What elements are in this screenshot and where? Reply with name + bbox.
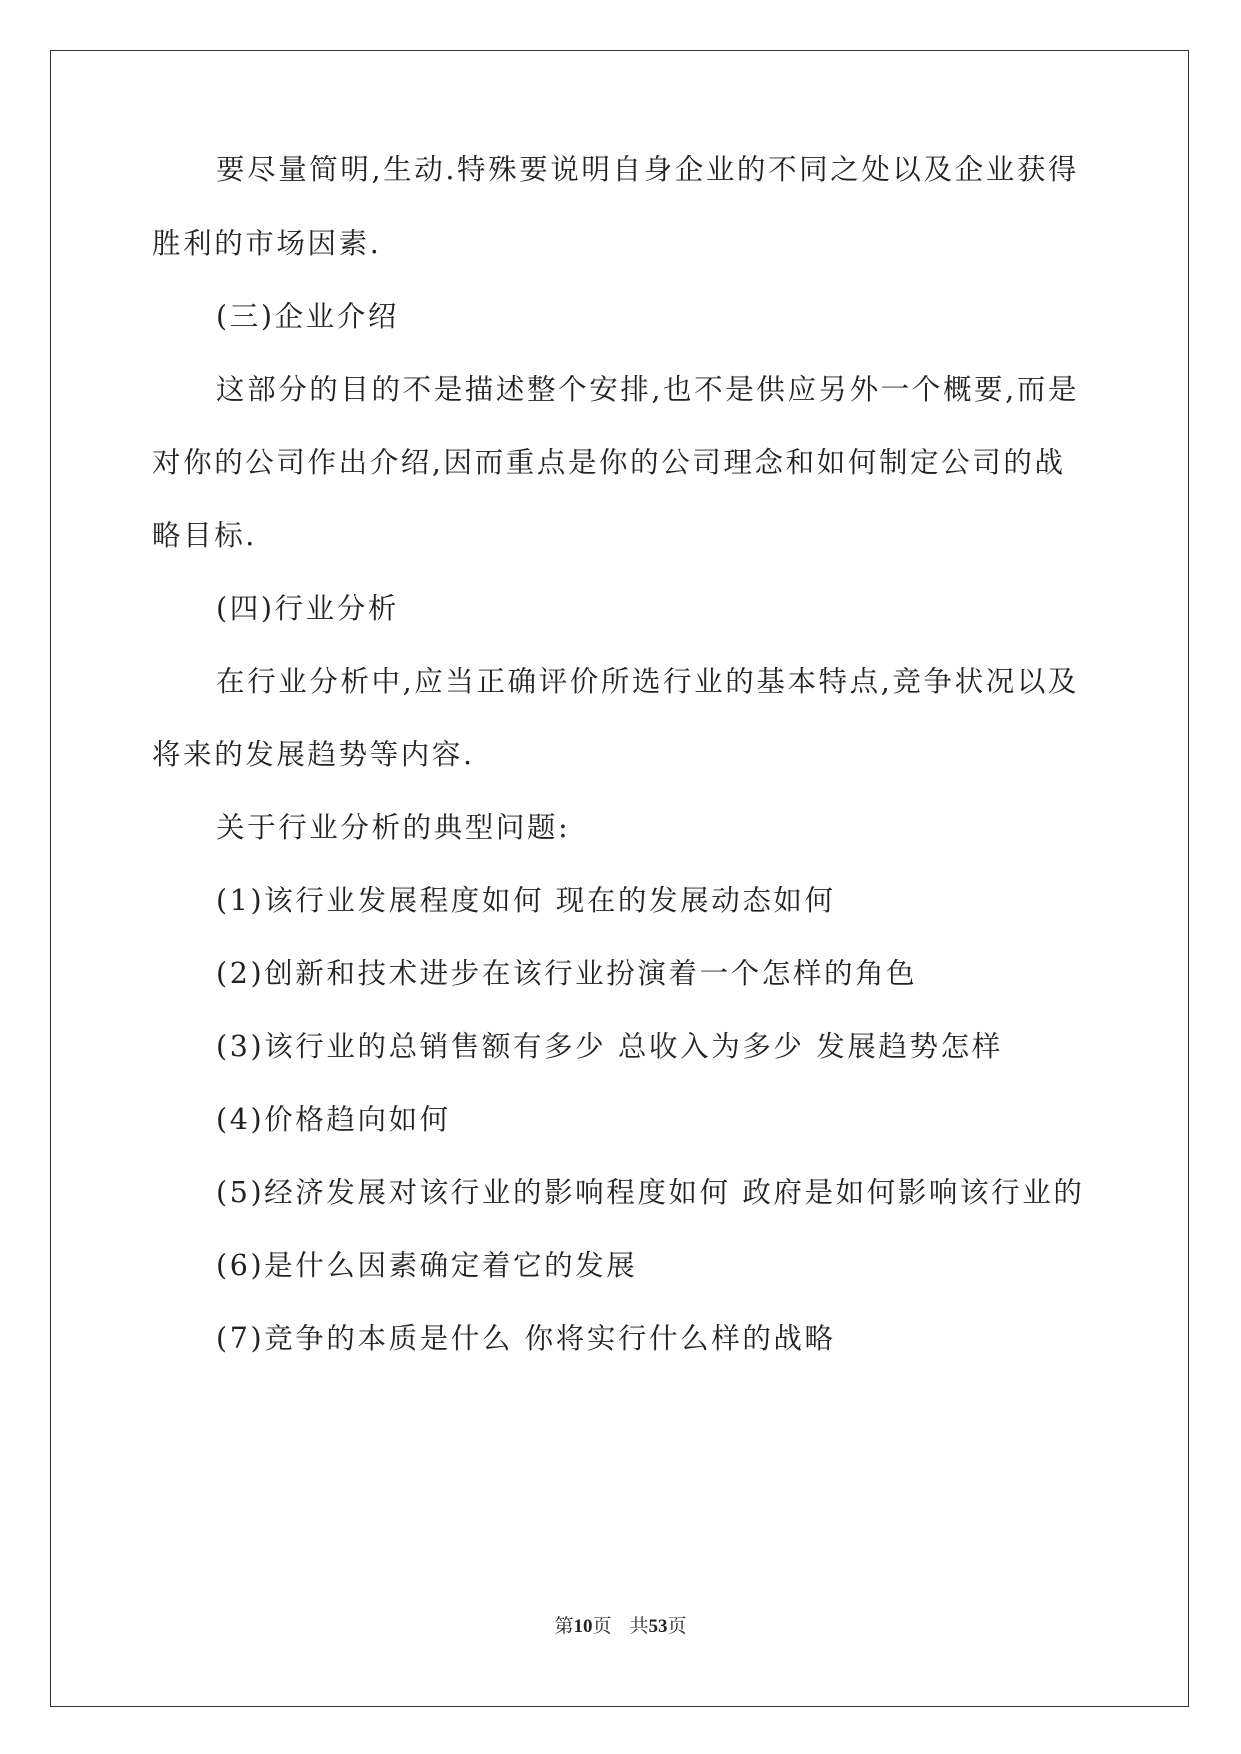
list-item: (1)该行业发展程度如何 现在的发展动态如何 [216,884,836,917]
list-item: (4)价格趋向如何 [216,1103,451,1136]
list-item: (2)创新和技术进步在该行业扮演着一个怎样的角色 [216,957,918,990]
paragraph-line: 在行业分析中,应当正确评价所选行业的基本特点,竞争状况以及 [216,665,1080,698]
page-prefix: 第 [554,1615,574,1637]
paragraph-line: 将来的发展趋势等内容. [152,738,475,771]
paragraph-line: 要尽量简明,生动.特殊要说明自身企业的不同之处以及企业获得 [216,153,1080,186]
total-suffix: 页 [667,1615,687,1637]
total-prefix: 共 [629,1615,649,1637]
total-page-number: 53 [648,1616,668,1637]
page-suffix: 页 [592,1615,612,1637]
page-border [50,50,1189,1707]
list-item: (6)是什么因素确定着它的发展 [216,1249,638,1282]
page-number-footer [0,1617,1241,1636]
paragraph-line: 这部分的目的不是描述整个安排,也不是供应另外一个概要,而是 [216,373,1080,406]
paragraph-line: 胜利的市场因素. [152,227,382,260]
section-heading-4: (四)行业分析 [216,592,399,625]
list-item: (3)该行业的总销售额有多少 总收入为多少 发展趋势怎样 [216,1030,1003,1063]
current-page-number: 10 [573,1616,593,1637]
paragraph-line: 对你的公司作出介绍,因而重点是你的公司理念和如何制定公司的战 [152,446,1066,479]
list-item: (7)竞争的本质是什么 你将实行什么样的战略 [216,1322,836,1355]
list-intro: 关于行业分析的典型问题: [216,811,571,844]
section-heading-3: (三)企业介绍 [216,300,399,333]
paragraph-line: 略目标. [152,519,257,552]
list-item: (5)经济发展对该行业的影响程度如何 政府是如何影响该行业的 [216,1176,1085,1209]
